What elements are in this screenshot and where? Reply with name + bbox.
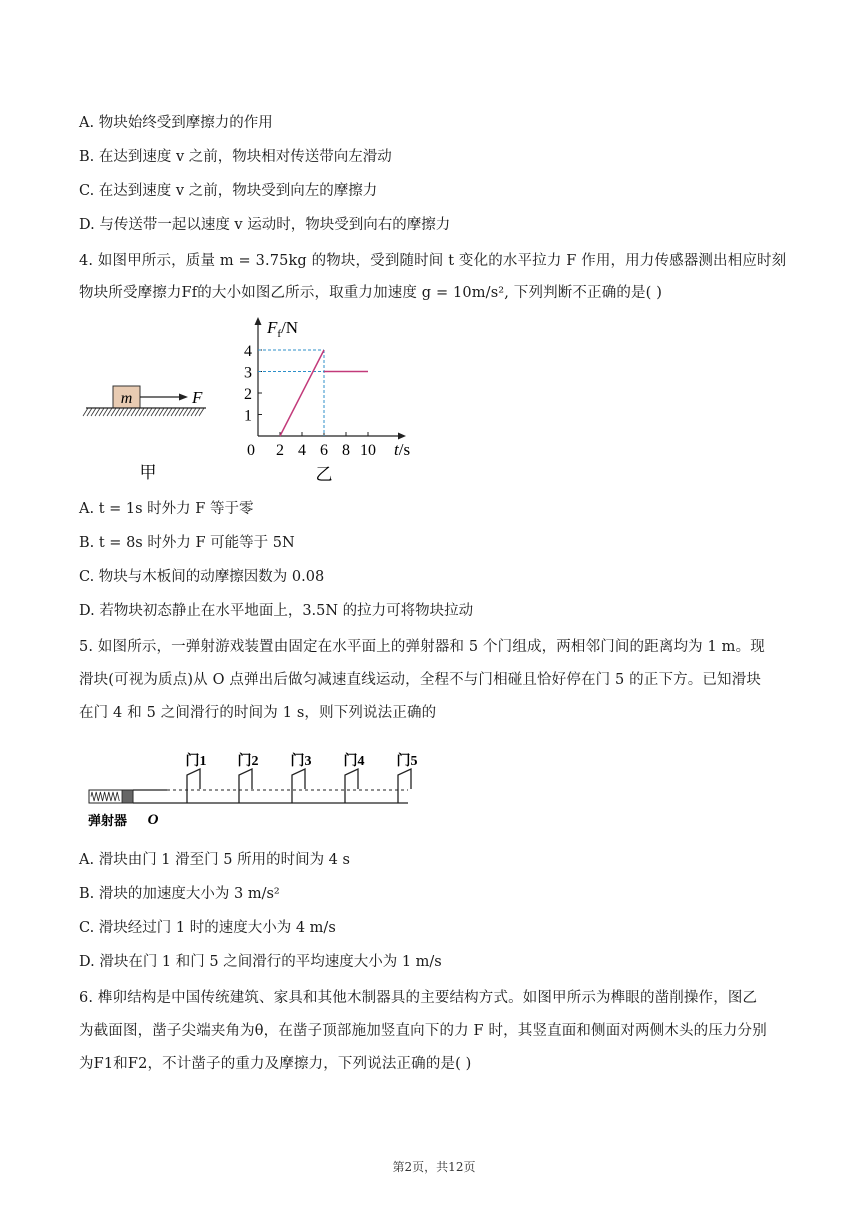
q4-figure-yi-chart (240, 312, 430, 487)
q4-figure-jia (80, 380, 220, 490)
gate-label: 门5 (396, 754, 418, 769)
hatch-stroke (87, 408, 92, 416)
hatch-stroke (187, 408, 192, 416)
q4-option-d: D. 若物块初态静止在水平地面上，3.5N 的拉力可将物块拉动 (79, 603, 474, 619)
hatch-stroke (111, 408, 116, 416)
q5-option-d: D. 滑块在门 1 和门 5 之间滑行的平均速度大小为 1 m/s (79, 954, 442, 970)
block-label: m (120, 390, 133, 407)
hatch-stroke (91, 408, 96, 416)
hatch-stroke (155, 408, 160, 416)
q4-option-a: A. t = 1s 时外力 F 等于零 (79, 501, 254, 517)
y-tick-label: 1 (244, 407, 252, 425)
hatch-stroke (103, 408, 108, 416)
ground-hatching (83, 408, 204, 416)
hatch-stroke (99, 408, 104, 416)
hatch-stroke (131, 408, 136, 416)
hatch-stroke (167, 408, 172, 416)
launcher-label: 弹射器 (88, 813, 128, 828)
gate-1 (187, 769, 200, 803)
gate-label: 门2 (237, 754, 259, 769)
x-axis-label: t/s (394, 440, 411, 459)
hatch-stroke (159, 408, 164, 416)
x-tick-label: 2 (276, 442, 284, 459)
hatch-stroke (143, 408, 148, 416)
hatch-stroke (127, 408, 132, 416)
q6-stem-line-1: 6. 榫卯结构是中国传统建筑、家具和其他木制器具的主要结构方式。如图甲所示为榫眼的凿削操作，图乙 (79, 990, 758, 1006)
hatch-stroke (123, 408, 128, 416)
gate-5 (398, 769, 411, 803)
hatch-stroke (171, 408, 176, 416)
series-segment-rising (280, 350, 324, 436)
hatch-stroke (119, 408, 124, 416)
figure-caption-jia: 甲 (139, 463, 157, 482)
x-tick-label: 8 (342, 442, 350, 459)
y-tick-label: 2 (244, 386, 252, 403)
q5-stem-line-3: 在门 4 和 5 之间滑行的时间为 1 s，则下列说法正确的 (79, 705, 437, 721)
force-arrowhead (179, 394, 188, 401)
hatch-stroke (191, 408, 196, 416)
hatch-stroke (163, 408, 168, 416)
q4-stem-line-2: 物块所受摩擦力Ff的大小如图乙所示，取重力加速度 g = 10m/s², 下列判断不正确的是( ) (79, 285, 663, 301)
y-axis-label: $F_f/N$ (267, 318, 299, 340)
q5-stem-line-1: 5. 如图所示，一弹射游戏装置由固定在水平面上的弹射器和 5 个门组成，两相邻门间的距离均为 1 m。现 (79, 639, 765, 655)
q3-option-d: D. 与传送带一起以速度 v 运动时，物块受到向右的摩擦力 (79, 217, 451, 233)
hatch-stroke (199, 408, 204, 416)
origin-point-label: O (147, 812, 159, 828)
hatch-stroke (115, 408, 120, 416)
launcher-plunger (122, 790, 133, 803)
q3-option-c: C. 在达到速度 v 之前，物块受到向左的摩擦力 (79, 183, 378, 199)
q5-stem-line-2: 滑块(可视为质点)从 O 点弹出后做匀减速直线运动，全程不与门相碰且恰好停在门 5 的正下方。已知滑块 (79, 672, 762, 688)
q5-option-c: C. 滑块经过门 1 时的速度大小为 4 m/s (79, 920, 336, 936)
hatch-stroke (139, 408, 144, 416)
x-tick-label: 10 (360, 442, 376, 459)
y-axis-arrowhead (255, 317, 262, 325)
y-tick-label: 4 (244, 343, 252, 360)
q4-option-b: B. t = 8s 时外力 F 可能等于 5N (79, 535, 295, 551)
hatch-stroke (95, 408, 100, 416)
gate-label: 门1 (185, 754, 207, 769)
hatch-stroke (175, 408, 180, 416)
force-label: F (192, 388, 203, 407)
gate-3 (292, 769, 305, 803)
gate-label: 门3 (290, 754, 312, 769)
q5-option-b: B. 滑块的加速度大小为 3 m/s² (79, 886, 280, 902)
q6-stem-line-2: 为截面图，凿子尖端夹角为θ，在凿子顶部施加竖直向下的力 F 时，其竖直面和侧面对两侧木头的压力分别 (79, 1023, 767, 1039)
q3-option-b: B. 在达到速度 v 之前，物块相对传送带向左滑动 (79, 149, 392, 165)
q4-stem-line-1: 4. 如图甲所示，质量 m = 3.75kg 的物块，受到随时间 t 变化的水平拉力 F 作用，用力传感器测出相应时刻 (79, 253, 787, 269)
hatch-stroke (135, 408, 140, 416)
q4-option-c: C. 物块与木板间的动摩擦因数为 0.08 (79, 569, 325, 585)
gate-2 (239, 769, 252, 803)
q5-option-a: A. 滑块由门 1 滑至门 5 所用的时间为 4 s (79, 852, 350, 868)
y-tick-label: 3 (244, 364, 252, 382)
gate-label: 门4 (343, 754, 365, 769)
hatch-stroke (179, 408, 184, 416)
hatch-stroke (151, 408, 156, 416)
hatch-stroke (183, 408, 188, 416)
origin-label: 0 (247, 442, 255, 459)
gate-4 (345, 769, 358, 803)
hatch-stroke (147, 408, 152, 416)
hatch-stroke (107, 408, 112, 416)
x-tick-label: 6 (320, 442, 328, 459)
hatch-stroke (195, 408, 200, 416)
q6-stem-line-3: 为F1和F2，不计凿子的重力及摩擦力，下列说法正确的是( ) (79, 1056, 472, 1072)
x-tick-label: 4 (298, 442, 306, 459)
figure-caption-yi: 乙 (315, 465, 333, 484)
page-footer: 第2页，共12页 (392, 1160, 476, 1174)
x-axis-arrowhead (398, 433, 406, 440)
q3-option-a: A. 物块始终受到摩擦力的作用 (79, 115, 273, 131)
hatch-stroke (83, 408, 88, 416)
q5-gate-figure (82, 740, 422, 835)
